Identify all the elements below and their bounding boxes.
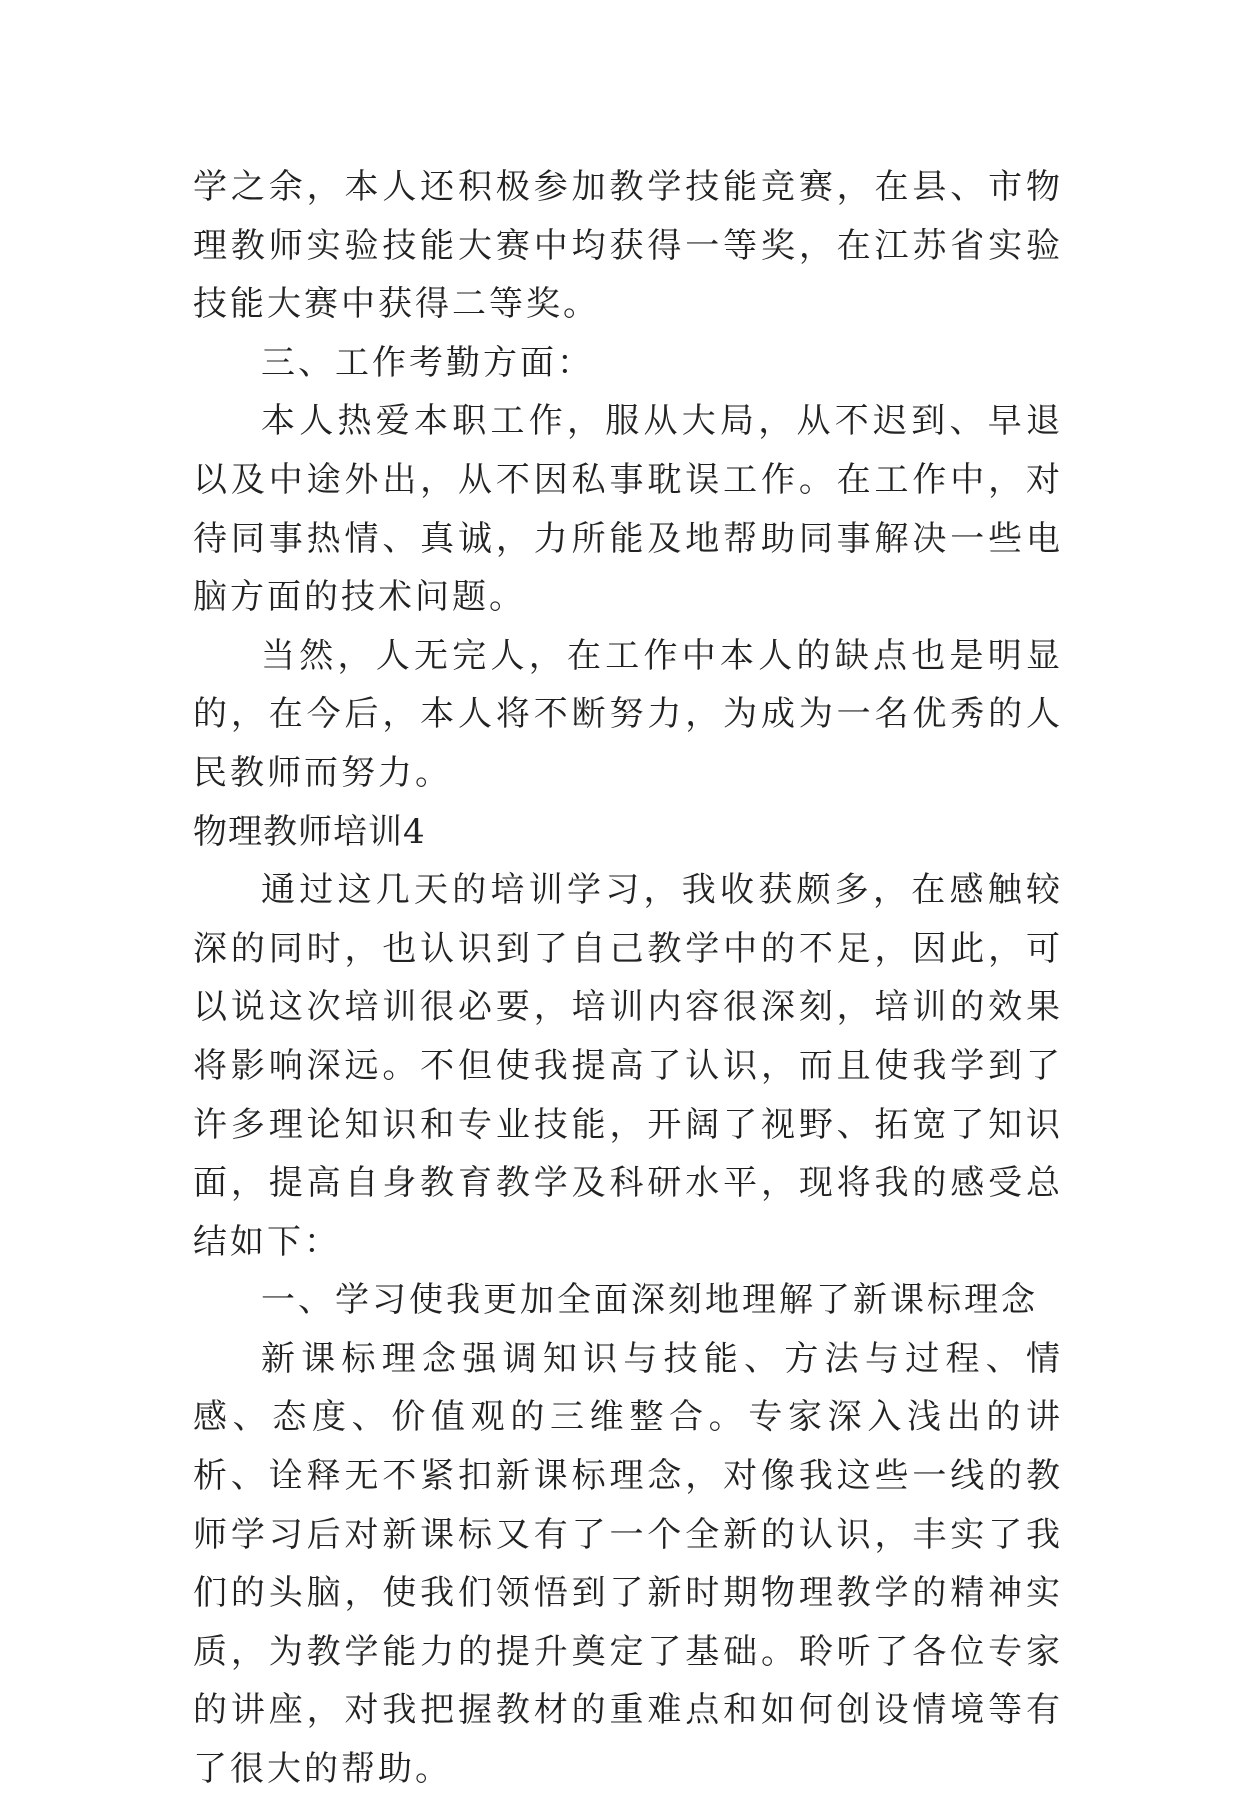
section-heading-curriculum: 一、学习使我更加全面深刻地理解了新课标理念 xyxy=(261,1280,1038,1321)
paragraph-training-intro: 通过这几天的培训学习，我收获颇多，在感触较深的同时，也认识到了自己教学中的不足，因此，可以说这次培训很必要，培训内容很深刻，培训的效果将影响深远。不但使我提高了认识，而且使我学到了许多理论知识和专业技能，开阔了视野、拓宽了知识面，提高自身教育教学及科研水平，现将我的感受总结如下： xyxy=(193,870,1063,1262)
paragraph-continuation: 学之余，本人还积极参加教学技能竞赛，在县、市物理教师实验技能大赛中均获得一等奖，在江苏省实验技能大赛中获得二等奖。 xyxy=(193,167,1063,325)
article-title: 物理教师培训4 xyxy=(193,811,426,852)
paragraph-shortcomings: 当然，人无完人，在工作中本人的缺点也是明显的，在今后，本人将不断努力，为成为一名优秀的人民教师而努力。 xyxy=(193,635,1063,793)
paragraph-attendance: 本人热爱本职工作，服从大局，从不迟到、早退以及中途外出，从不因私事耽误工作。在工作中，对待同事热情、真诚，力所能及地帮助同事解决一些电脑方面的技术问题。 xyxy=(193,401,1063,618)
document-body xyxy=(193,158,1063,1799)
paragraph-curriculum: 新课标理念强调知识与技能、方法与过程、情感、态度、价值观的三维整合。专家深入浅出的讲析、诠释无不紧扣新课标理念，对像我这些一线的教师学习后对新课标又有了一个全新的认识，丰实了我们的头脑，使我们领悟到了新时期物理教学的精神实质，为教学能力的提升奠定了基础。聆听了各位专家的讲座，对我把握教材的重难点和如何创设情境等有了很大的帮助。 xyxy=(193,1338,1063,1790)
section-heading-attendance: 三、工作考勤方面： xyxy=(261,342,594,383)
